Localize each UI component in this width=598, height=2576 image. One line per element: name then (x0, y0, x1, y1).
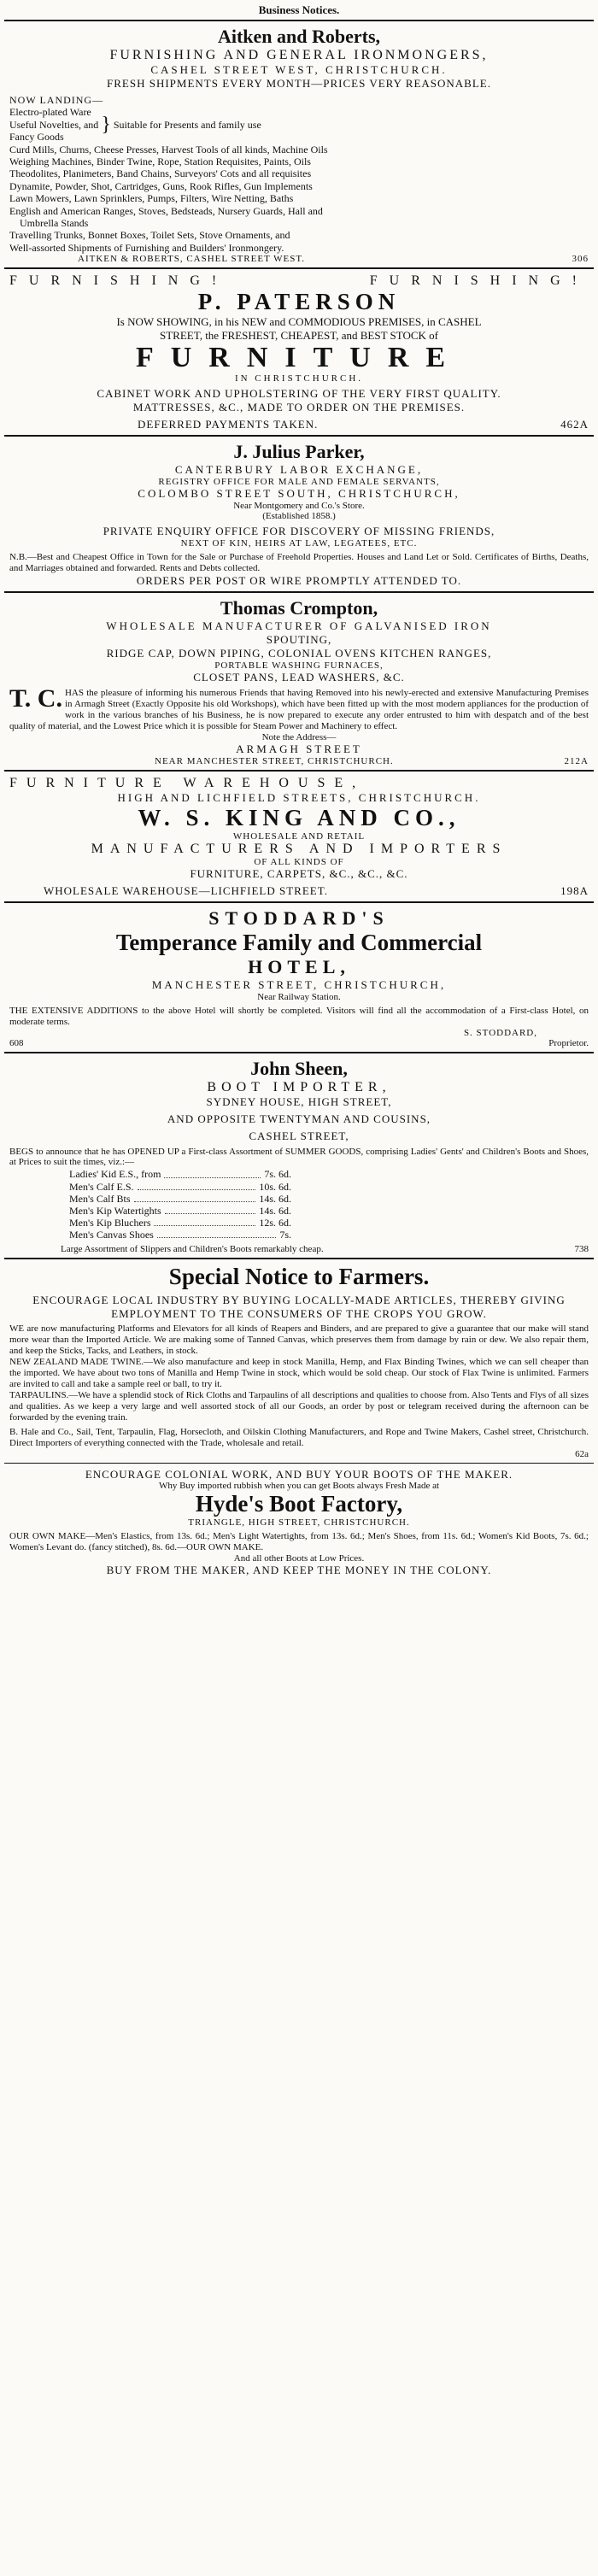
ad-title: STODDARD'S (208, 907, 390, 929)
ad-role: Proprietor. (548, 1037, 589, 1048)
brace-group (9, 106, 589, 143)
banner-right: FURNISHING! (369, 273, 589, 289)
ad-ref: 198A (560, 883, 589, 897)
price-item: Ladies' Kid E.S., from (69, 1168, 161, 1181)
list-item: Weighing Machines, Binder Twine, Rope, Station Requisites, Paints, Oils (9, 155, 311, 167)
ad-orders: ORDERS PER POST OR WIRE PROMPTLY ATTENDED TO. (136, 573, 462, 587)
ad-established: (Established 1858.) (262, 510, 336, 521)
price-item: Men's Kip Watertights (69, 1204, 161, 1217)
price-value: 7s. 6d. (264, 1168, 291, 1181)
ad-footer: DEFERRED PAYMENTS TAKEN. (138, 417, 319, 431)
price-item: Men's Calf E.S. (69, 1180, 134, 1193)
ad-body-block (9, 684, 589, 732)
list-item: Dynamite, Powder, Shot, Cartridges, Guns, Rook Rifles, Gun Implements (9, 179, 313, 192)
ad-line: MATTRESSES, &C., MADE TO ORDER ON THE PREMISES. (132, 400, 466, 414)
page-header: Business Notices. (4, 2, 594, 21)
ad-paragraph: NEW ZEALAND MADE TWINE.—We also manufacture and keep in stock Manilla, Hemp, and Flax Binding Twines, which we can sell cheaper than the imported. We have about two tons of Manilla and Hemp Twine in stock, which would be sold cheap. Our stock of Flax Twine is unlimited. Farmers are invited to call and take a sample reel or ball, to try it. (9, 1356, 589, 1389)
ad-paragraph: WE are now manufacturing Platforms and Elevators for all kinds of Reapers and Binders, and are prepared to give a guarantee that our make will stand more wear than the Imported Article. We are making some of Tanned Canvas, which preserves them from damage by rain or dew. We also repair them, and keep the Sticks, Tacks, and Leathers, in stock. (9, 1323, 589, 1356)
list-item: Travelling Trunks, Bonnet Boxes, Toilet Sets, Stove Ornaments, and (9, 229, 290, 242)
ad-title: Special Notice to Farmers. (168, 1264, 430, 1290)
price-item: Men's Canvas Shoes (69, 1229, 154, 1241)
price-row (69, 1168, 291, 1180)
ad-stoddard (4, 903, 594, 1053)
ad-street: CASHEL STREET, (249, 1129, 349, 1142)
ad-footer-row (9, 1038, 589, 1048)
ad-title: Aitken and Roberts, (217, 26, 381, 47)
ad-footer-row (9, 1244, 589, 1254)
ad-title: W. S. KING AND CO., (138, 804, 460, 830)
ad-city: IN CHRISTCHURCH. (234, 373, 364, 384)
ad-paterson (4, 269, 594, 437)
ad-street: ARMAGH STREET (236, 742, 362, 755)
price-item: Men's Calf Bts (69, 1192, 131, 1205)
list-item: Curd Mills, Churns, Cheese Presses, Harvest Tools of all kinds, Machine Oils (9, 143, 328, 155)
ad-line: Is NOW SHOWING, in his NEW and COMMODIOUS PREMISES, in CASHEL (116, 315, 482, 329)
ad-title: Thomas Crompton, (220, 596, 378, 619)
list-item: Fancy Goods (9, 131, 64, 144)
price-value: 14s. 6d. (259, 1204, 291, 1217)
ad-near: Near Montgomery and Co.'s Store. (233, 500, 365, 511)
list-item: Lawn Mowers, Lawn Sprinklers, Pumps, Filters, Wire Netting, Baths (9, 192, 294, 205)
ad-ref: 62a (575, 1448, 589, 1459)
ad-streets: HIGH AND LICHFIELD STREETS, CHRISTCHURCH. (117, 790, 481, 804)
ad-footer: WHOLESALE WAREHOUSE—LICHFIELD STREET. (44, 883, 328, 897)
ad-line: CLOSET PANS, LEAD WASHERS, &C. (193, 670, 405, 684)
ad-body: BEGS to announce that he has OPENED UP a First-class Assortment of SUMMER GOODS, comprising Ladies' Gents' and Children's Boots and Shoes, at Prices to suit the times, viz.:— (9, 1146, 589, 1168)
ad-shipments: FRESH SHIPMENTS EVERY MONTH—PRICES VERY REASONABLE. (107, 77, 491, 90)
ad-body: HAS the pleasure of informing his numerous Friends that having Removed into his newly-erected and extensive Manufacturing Premises in Armagh Street (Exactly Opposite his old Workshops), which have been fitted up with the most modern appliances for the production of work in the various branches of his Business, he is now prepared to execute any order entrusted to him with despatch and of the best quality of material, and the Lowest Price which it is possible for Steam Power and Machinery to effect. (9, 687, 589, 731)
ad-line: PORTABLE WASHING FURNACES, (214, 660, 384, 671)
furniture-heading: FURNITURE (135, 342, 463, 374)
ad-body: OUR OWN MAKE—Men's Elastics, from 13s. 6d.; Men's Light Watertights, from 13s. 6d.; Men's Shoes, from 11s. 6d.; Women's Kid Boots, 7s. 6d.; Women's Levant do. (fancy stitched), 8s. 6d.—OUR OWN MAKE. (9, 1531, 589, 1552)
ad-signer: S. STODDARD, (463, 1027, 537, 1038)
ad-line: SPOUTING, (266, 632, 332, 646)
ad-registry: REGISTRY OFFICE FOR MALE AND FEMALE SERVANTS, (158, 476, 440, 487)
ad-line: WHOLESALE AND RETAIL (232, 830, 366, 842)
ad-footer-row (9, 254, 589, 264)
ad-footer: Large Assortment of Slippers and Children's Boots remarkably cheap. (61, 1244, 324, 1255)
landing-label: NOW LANDING— (9, 94, 104, 106)
ad-ref: 462A (560, 417, 589, 431)
price-list (69, 1168, 589, 1241)
price-row (69, 1229, 291, 1241)
price-row (69, 1193, 291, 1205)
ad-footer: AITKEN & ROBERTS, CASHEL STREET WEST. (78, 254, 306, 265)
ad-address: CASHEL STREET WEST, CHRISTCHURCH. (150, 63, 448, 76)
ad-subtitle: Temperance Family and Commercial (115, 929, 483, 955)
price-item: Men's Kip Bluchers (69, 1217, 151, 1229)
ad-address: COLOMBO STREET SOUTH, CHRISTCHURCH, (138, 486, 460, 500)
brace-label: Suitable for Presents and family use (113, 118, 261, 131)
ad-line: WHOLESALE MANUFACTURER OF GALVANISED IRON (106, 619, 492, 632)
ad-footer: NEAR MANCHESTER STREET, CHRISTCHURCH. (155, 755, 394, 766)
ad-title: J. Julius Parker, (233, 440, 365, 462)
ad-ref: 212A (564, 755, 589, 766)
banner-row (9, 273, 589, 289)
ad-why: Why Buy imported rubbish when you can get Boots always Fresh Made at (158, 1481, 440, 1492)
ad-body: N.B.—Best and Cheapest Office in Town for the Sale or Purchase of Freehold Properties. Houses and Land Let or Sold. Certificates of Births, Deaths, and Marriages obtained and forwarded. Rents and Debts collected. (9, 551, 589, 573)
ad-line: MANUFACTURERS AND IMPORTERS (91, 841, 507, 856)
drop-initials: T. C. (9, 684, 62, 713)
ad-paragraph: TARPAULINS.—We have a splendid stock of Rick Cloths and Tarpaulins of all descriptions and qualities to choose from. Also Tents and Flys of all sizes and qualities. As we keep a very large and well assorted stock of all our Goods, an order by post or telegram received during the afternoon can be forwarded by the evening train. (9, 1389, 589, 1423)
price-value: 10s. 6d. (259, 1180, 291, 1193)
ad-farmers (4, 1259, 594, 1463)
ad-king (4, 772, 594, 903)
list-item: Umbrella Stands (20, 216, 89, 229)
ad-ref: 738 (574, 1244, 589, 1255)
ad-aitken-roberts (4, 21, 594, 269)
ad-line: CABINET WORK AND UPHOLSTERING OF THE VERY FIRST QUALITY. (97, 386, 501, 400)
ad-note: Note the Address— (261, 731, 337, 742)
ad-enquiry: NEXT OF KIN, HEIRS AT LAW, LEGATEES, ETC. (180, 537, 418, 549)
list-item: Well-assorted Shipments of Furnishing and Builders' Ironmongery. (9, 241, 284, 254)
ad-enquiry: PRIVATE ENQUIRY OFFICE FOR DISCOVERY OF MISSING FRIENDS, (103, 524, 495, 537)
ad-house: SYDNEY HOUSE, HIGH STREET, (206, 1094, 392, 1108)
ad-parker (4, 437, 594, 593)
ad-line: OF ALL KINDS OF (254, 856, 344, 867)
price-value: 12s. 6d. (259, 1217, 291, 1229)
ad-tagline: FURNISHING AND GENERAL IRONMONGERS, (109, 48, 489, 62)
banner: FURNITURE WAREHOUSE, (9, 775, 366, 790)
ad-hotel: HOTEL, (248, 955, 350, 977)
newspaper-page (4, 0, 594, 1581)
ad-address: MANCHESTER STREET, CHRISTCHURCH, (151, 977, 447, 991)
ad-footer-row (9, 756, 589, 766)
ad-line: FURNITURE, CARPETS, &C., &C., &C. (190, 866, 408, 880)
ad-address: TRIANGLE, HIGH STREET, CHRISTCHURCH. (188, 1517, 410, 1529)
ad-opposite: AND OPPOSITE TWENTYMAN AND COUSINS, (167, 1112, 431, 1125)
ad-title: P. PATERSON (197, 289, 401, 315)
price-row (69, 1217, 291, 1229)
ad-encourage: ENCOURAGE COLONIAL WORK, AND BUY YOUR BOOTS OF THE MAKER. (85, 1467, 513, 1481)
ad-encourage: ENCOURAGE LOCAL INDUSTRY BY BUYING LOCALLY-MADE ARTICLES, THEREBY GIVING EMPLOYMENT TO THE CONSUMERS OF THE CROPS YOU GROW. (32, 1294, 566, 1320)
banner-row (9, 776, 589, 791)
list-item: Useful Novelties, and (9, 118, 99, 131)
brace-items (9, 106, 98, 143)
price-value: 7s. (279, 1229, 291, 1241)
ad-other: And all other Boots at Low Prices. (233, 1552, 365, 1564)
goods-list (9, 144, 589, 255)
brace-glyph: } (101, 113, 111, 136)
list-item: English and American Ranges, Stoves, Bedsteads, Nursery Guards, Hall and (9, 204, 323, 217)
ad-title: John Sheen, (250, 1057, 348, 1079)
ad-sheen (4, 1053, 594, 1260)
ad-footer-row (9, 884, 589, 898)
ad-near: Near Railway Station. (257, 991, 341, 1002)
ad-line: RIDGE CAP, DOWN PIPING, COLONIAL OVENS KITCHEN RANGES, (106, 646, 492, 660)
list-item: Electro-plated Ware (9, 106, 91, 119)
ad-body: THE EXTENSIVE ADDITIONS to the above Hotel will shortly be completed. Visitors will find all the accommodation of a First-class Hotel, on moderate terms. (9, 1005, 589, 1027)
ad-crompton (4, 593, 594, 772)
list-item: Theodolites, Planimeters, Band Chains, Surveyors' Cots and all requisites (9, 167, 312, 180)
ad-ref: 608 (9, 1037, 24, 1048)
price-value: 14s. 6d. (259, 1192, 291, 1205)
ad-hyde (4, 1464, 594, 1581)
price-row (69, 1205, 291, 1217)
ad-line: STREET, the FRESHEST, CHEAPEST, and BEST STOCK of (160, 329, 438, 343)
ad-paragraph: B. Hale and Co., Sail, Tent, Tarpaulin, Flag, Horsecloth, and Oilskin Clothing Manufacturers, and Rope and Twine Makers, Cashel street, Christchurch. Direct Importers of everything connected with the Trade, wholesale and retail. (9, 1426, 589, 1448)
ad-tagline: CANTERBURY LABOR EXCHANGE, (174, 462, 424, 476)
ad-ref: 306 (572, 254, 589, 265)
ad-buy: BUY FROM THE MAKER, AND KEEP THE MONEY IN THE COLONY. (106, 1563, 492, 1576)
ad-footer-row (9, 418, 589, 431)
banner-left: FURNISHING! (9, 273, 229, 289)
price-row (69, 1181, 291, 1193)
ad-title: Hyde's Boot Factory, (195, 1491, 403, 1517)
ad-trade: BOOT IMPORTER, (207, 1079, 391, 1094)
